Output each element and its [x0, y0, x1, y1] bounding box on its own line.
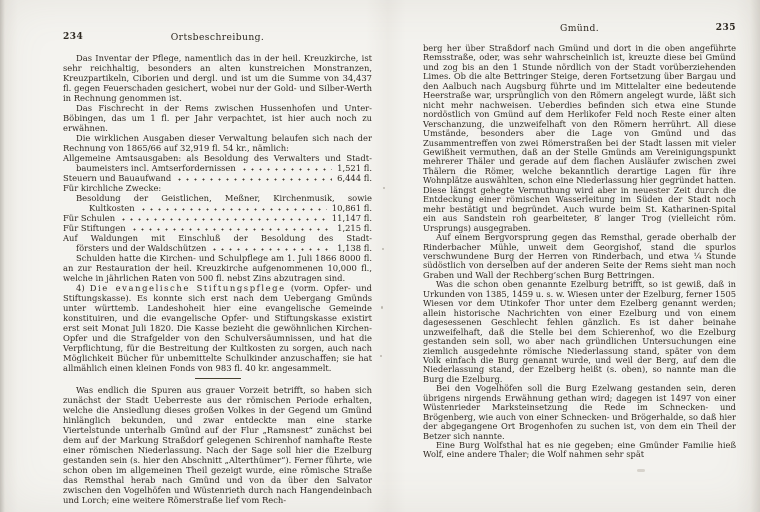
- paragraph: Was endlich die Spuren aus grauer Vorzeit betrifft, so haben sich zunächst der Stadt Ueberreste aus der römischen Periode erhalten, welche die Ansiedlung dieses großen Volkes in der Gegend um Gmünd hinlänglich bekunden, und zwar entdeckte man eine starke Viertelstunde unterhalb Gmünd auf der Flur „Ramsnest“ zunächst bei dem auf der Markung Straßdorf gelegenen Schirenhof namhafte Reste einer römischen Niederlassung. Nach der Sage soll hier die Ezelburg gestanden sein (s. hier den Abschnitt „Alterthümer“). Ferner führte, wie schon oben im allgemeinen Theil gezeigt wurde, eine römische Straße das Remsthal herab nach Gmünd und von da über den Salvator zwischen den Vogelhöfen und Wüstenrieth durch nach Hangendeinbach und Lorch; eine weitere Römerstraße lief vom Rech-: [63, 385, 372, 505]
- ledger-line: baumeisters incl. Amtserfordernissen 1,521 fl.: [76, 163, 372, 173]
- ledger-line: Für Schulen 11,147 fl.: [63, 213, 372, 223]
- ledger-amount: 11,147 fl.: [331, 213, 372, 223]
- paragraph: Die wirklichen Ausgaben dieser Verwaltung belaufen sich nach der Rechnung von 1865/66 auf 32,919 fl. 54 kr., nämlich:: [63, 133, 372, 153]
- ledger-line: Für Stiftungen 1,215 fl.: [63, 223, 372, 233]
- dot-leader: [213, 243, 332, 253]
- ledger-line: Steuern und Bauaufwand 6,444 fl.: [63, 173, 372, 183]
- running-title: Ortsbeschreibung.: [170, 32, 265, 43]
- ledger-amount: 6,444 fl.: [337, 173, 372, 183]
- paragraph: Schulden hatte die Kirchen- und Schulpflege am 1. Juli 1866 8000 fl. an zur Restauration der heil. Kreuzkirche aufgenommenen 10,000 fl., welche in jährlichen Raten von 500 fl. nebst Zins abzutragen sind.: [63, 253, 372, 283]
- page-header-left: [63, 32, 372, 45]
- ledger-amount: 10,861 fl.: [331, 203, 372, 213]
- scan-speck: [381, 306, 383, 309]
- ledger-line: försters und der Waldschützen 1,138 fl.: [76, 243, 372, 253]
- text-block-right: [423, 44, 736, 460]
- scan-speck: [383, 187, 385, 189]
- dot-leader: [243, 163, 332, 173]
- page-number: 235: [715, 23, 736, 33]
- paragraph: Was die schon oben genannte Ezelburg betrifft, so ist gewiß, daß in Urkunden von 1385, 1459 u. s. w. Wiesen unter der Ezelburg, ferner 1505 Wiesen vor dem Utinkofer Thor unter dem Ezelberg genannt werden; allein historische Nachrichten von einer Ezelburg und von einem dagesessenen Geschlecht fehlen gänzlich. Es ist daher beinahe unzweifelhaft, daß die Stelle bei dem Schierenhof, wo die Ezelburg gestanden sein soll, wo aber nach gründlichen Untersuchungen eine ziemlich ausgedehnte römische Niederlassung stand, später von dem Volk einfach die Burg genannt wurde, und weil der Berg, auf dem die Niederlassung stand, der Ezelberg heißt (s. oben), so nannte man die Burg die Ezelburg.: [423, 279, 736, 384]
- paragraph: Das Fischrecht in der Rems zwischen Hussenhofen und Unter-Böbingen, das um 1 fl. per Jahr verpachtet, ist hier auch noch zu erwähnen.: [63, 103, 372, 133]
- section-divider: [195, 378, 241, 379]
- ledger-line: Auf Waldungen mit Einschluß der Besoldung des Stadt-: [63, 233, 372, 243]
- ledger-line: Kultkosten 10,861 fl.: [89, 203, 372, 213]
- page-left: [63, 32, 372, 505]
- ledger-amount: 1,138 fl.: [337, 243, 372, 253]
- running-title: Gmünd.: [559, 23, 600, 34]
- paragraph: Bei den Vogelhöfen soll die Burg Ezelwang gestanden sein, deren übrigens nirgends Erwähnung gethan wird; dagegen ist 1497 von einer Wüstenrieder Marksteinsetzung die Rede im Schnecken- und Brögenberg, wie auch von einer Schnecken- und Brögerhalde, so daß hier der abgegangene Ort Brogenhofen zu suchen ist, von dem ein Theil der Betzer sich nannte.: [423, 383, 736, 441]
- paragraph: 4) Die evangelische Stiftungspflege (vorm. Opfer- und Stiftungskasse). Es konnte sich erst nach dem Uebergang Gmünds unter württemb. Landeshoheit hier eine evangelische Gemeinde konstituiren, und die evangelische Opfer- und Stiftungskasse existirt erst seit Monat Juli 1820. Die Kasse bezieht die gewöhnlichen Kirchen-Opfer und die Strafgelder von den Schulversäumnissen, und hat die Verpflichtung, für die Bestreitung der Kultkosten zu sorgen, auch nach Möglichkeit Bücher für unbemittelte Schulkinder anzuschaffen; sie hat allmählich einen kleinen Fonds von 983 fl. 40 kr. angesammelt.: [63, 283, 372, 373]
- paragraph: Eine Burg Wolfsthal hat es nie gegeben; eine Gmünder Familie hieß Wolf, eine andere Thaler; die Wolf nahmen sehr spät: [423, 440, 736, 460]
- dot-leader: [133, 223, 332, 233]
- expense-ledger: [63, 153, 372, 253]
- paragraph: Das Inventar der Pflege, namentlich das in der heil. Kreuzkirche, ist sehr reichhaltig, besonders an alten kunstreichen Monstranzen, Kreuzpartikeln, Ciborien und dergl. und ist um die Summe von 34,437 fl. gegen Feuerschaden gesichert, wobei nur der Gold- und Silber-Werth in Rechnung genommen ist.: [63, 53, 372, 103]
- paragraph: berg her über Straßdorf nach Gmünd und dort in die oben angeführte Remsstraße, oder, was sehr wahrscheinlich ist, kreuzte diese bei Gmünd und zog bis an den 1 Stunde nördlich von der Stadt vorüberziehenden Limes. Ob die alte Bettringer Steige, deren Fortsetzung über Bargau und den Aalbuch nach Augsburg führte und im Mittelalter eine bedeutende Heerstraße war, ursprünglich von den Römern angelegt wurde, läßt sich nicht mehr nachweisen. Ueberdies befinden sich etwa eine Stunde nordöstlich von Gmünd auf dem Herlikofer Feld noch Reste einer alten Verschanzung, die unzweifelhaft von den Römern herrührt. All diese Umstände, besonders aber die Lage von Gmünd und das Zusammentreffen von zwei Römerstraßen bei der Stadt lassen mit vieler Gewißheit vermuthen, daß an der Stelle Gmünds am Vereinigungspunkt mehrerer Thäler und gerade auf dem flachen Ausläufer zwischen zwei Thälern die Römer, welche bekanntlich derartige Lagen für ihre Wohnplätze auswählten, schon eine Niederlassung hier gegründet hatten. Diese längst gehegte Vermuthung wird aber in neuester Zeit durch die Entdeckung einer römischen Wasserleitung im Süden der Stadt noch mehr bestätigt und begründet. Auch wurde beim St. Katharinen-Spital ein aus Sandstein roh gearbeiteter, 8′ langer Trog (vielleicht röm. Ursprungs) ausgegraben.: [423, 43, 736, 233]
- scan-smudge: [637, 469, 645, 472]
- ledger-line: Allgemeine Amtsausgaben: als Besoldung des Verwalters und Stadt-: [63, 153, 372, 163]
- ledger-line: Für kirchliche Zwecke:: [63, 183, 162, 193]
- scan-speck: [380, 355, 382, 357]
- paragraph: Auf einem Bergvorsprung gegen das Remsthal, gerade oberhalb der Rinderbacher Mühle, unweit dem Georgishof, stand die spurlos verschwundene Burg der Herren von Rinderbach, und etwa ¼ Stunde südöstlich von derselben auf der anderen Seite der Rems sieht man noch Graben und Wall der Rechberg’schen Burg Bettringen.: [423, 232, 736, 280]
- scan-speck: [382, 248, 384, 250]
- dot-leader: [178, 173, 332, 183]
- text-block-left: [63, 53, 372, 505]
- ledger-amount: 1,521 fl.: [337, 163, 372, 173]
- page-header-right: [423, 23, 736, 36]
- page-right: [423, 23, 736, 460]
- ledger-line: Besoldung der Geistlichen, Meßner, Kirchenmusik, sowie: [76, 193, 372, 203]
- dot-leader: [122, 213, 327, 223]
- page-number: 234: [63, 32, 84, 42]
- letterspaced-heading: Die evangelische Stiftungspflege: [89, 283, 286, 293]
- ledger-amount: 1,215 fl.: [337, 223, 372, 233]
- dot-leader: [142, 203, 327, 213]
